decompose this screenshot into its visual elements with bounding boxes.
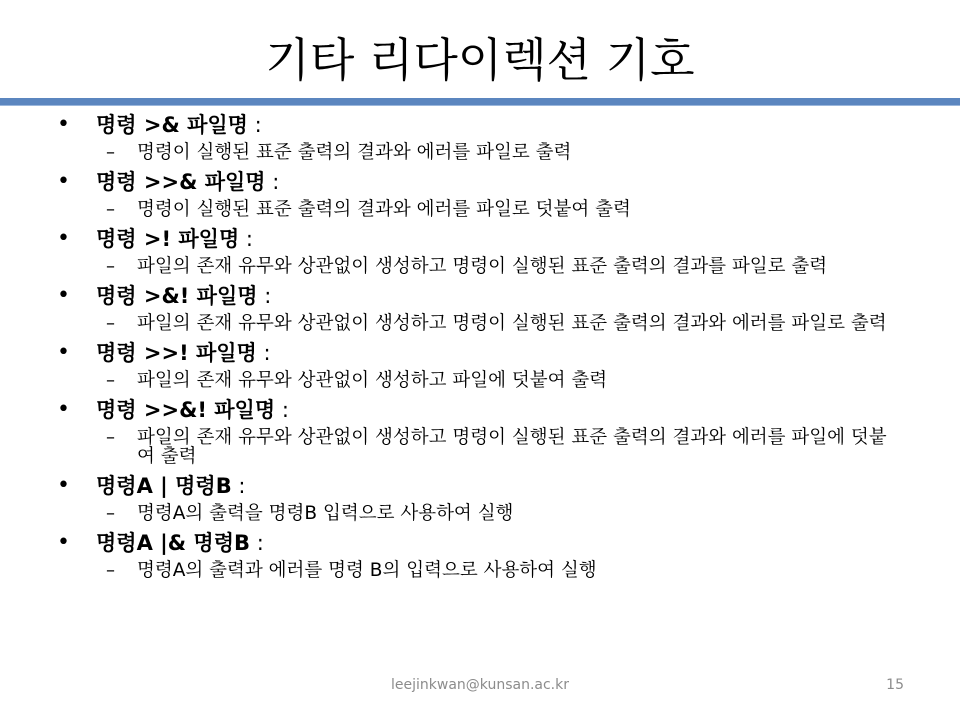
item-colon: : xyxy=(239,227,253,251)
dash-icon: – xyxy=(106,370,115,391)
item-colon: : xyxy=(247,113,262,137)
list-item xyxy=(0,393,960,427)
dash-icon: – xyxy=(106,142,115,163)
list-item xyxy=(0,222,960,256)
item-label: 명령 >>&! 파일명 xyxy=(96,398,276,422)
sub-item xyxy=(0,142,960,164)
item-label: 명령A |& 명령B xyxy=(96,531,251,555)
item-colon: : xyxy=(265,170,280,194)
item-colon: : xyxy=(275,398,289,422)
list-item xyxy=(0,336,960,370)
sub-item xyxy=(0,560,960,582)
item-heading xyxy=(96,393,960,427)
item-heading xyxy=(96,279,960,313)
sub-item xyxy=(0,503,960,525)
item-label: 명령 >& 파일명 xyxy=(96,113,248,137)
dash-icon: – xyxy=(106,560,115,581)
bullet-icon: • xyxy=(57,530,70,555)
list-item xyxy=(0,526,960,560)
dash-icon: – xyxy=(106,199,115,220)
bullet-icon: • xyxy=(57,340,70,365)
list-item xyxy=(0,165,960,199)
item-colon: : xyxy=(257,284,272,308)
item-heading xyxy=(96,222,960,256)
dash-icon: – xyxy=(106,313,115,334)
slide-title: 기타 리다이렉션 기호 xyxy=(265,33,695,87)
page-number: 15 xyxy=(886,677,904,693)
bullet-list xyxy=(0,108,960,583)
dash-icon: – xyxy=(106,256,115,277)
bullet-icon: • xyxy=(57,283,70,308)
item-label: 명령 >! 파일명 xyxy=(96,227,240,251)
bullet-icon: • xyxy=(57,397,70,422)
item-heading xyxy=(96,336,960,370)
footer-email: leejinkwan@kunsan.ac.kr xyxy=(391,677,569,693)
sub-item-text: 명령이 실행된 표준 출력의 결과와 에러를 파일로 출력 xyxy=(137,142,572,163)
item-colon: : xyxy=(250,531,264,555)
sub-item xyxy=(0,313,960,335)
bullet-icon: • xyxy=(57,226,70,251)
item-heading xyxy=(96,108,960,142)
item-heading xyxy=(96,469,960,503)
sub-item-text: 명령A의 출력과 에러를 명령 B의 입력으로 사용하여 실행 xyxy=(137,560,597,581)
sub-item-text: 파일의 존재 유무와 상관없이 생성하고 파일에 덧붙여 출력 xyxy=(137,370,608,391)
sub-item xyxy=(0,370,960,392)
sub-item-text: 파일의 존재 유무와 상관없이 생성하고 명령이 실행된 표준 출력의 결과와 에러를 파일로 출력 xyxy=(137,313,887,334)
sub-item-text: 파일의 존재 유무와 상관없이 생성하고 명령이 실행된 표준 출력의 결과를 파일로 출력 xyxy=(137,256,828,277)
list-item xyxy=(0,108,960,142)
dash-icon: – xyxy=(106,427,115,448)
item-heading xyxy=(96,526,960,560)
list-item xyxy=(0,279,960,313)
item-label: 명령 >>& 파일명 xyxy=(96,170,266,194)
bullet-icon: • xyxy=(57,169,70,194)
item-label: 명령 >&! 파일명 xyxy=(96,284,258,308)
item-colon: : xyxy=(256,341,271,365)
sub-item xyxy=(0,199,960,221)
sub-item-text: 명령이 실행된 표준 출력의 결과와 에러를 파일로 덧붙여 출력 xyxy=(137,199,631,220)
item-label: 명령A | 명령B xyxy=(96,474,232,498)
sub-item xyxy=(0,256,960,278)
sub-item xyxy=(0,427,960,468)
dash-icon: – xyxy=(106,503,115,524)
item-label: 명령 >>! 파일명 xyxy=(96,341,257,365)
bullet-icon: • xyxy=(57,112,70,137)
item-heading xyxy=(96,165,960,199)
sub-item-text: 파일의 존재 유무와 상관없이 생성하고 명령이 실행된 표준 출력의 결과와 에러를 파일에 덧붙여 출력 xyxy=(137,427,887,467)
item-colon: : xyxy=(231,474,246,498)
title-divider xyxy=(0,98,960,106)
list-item xyxy=(0,469,960,503)
bullet-icon: • xyxy=(57,473,70,498)
sub-item-text: 명령A의 출력을 명령B 입력으로 사용하여 실행 xyxy=(137,503,514,524)
